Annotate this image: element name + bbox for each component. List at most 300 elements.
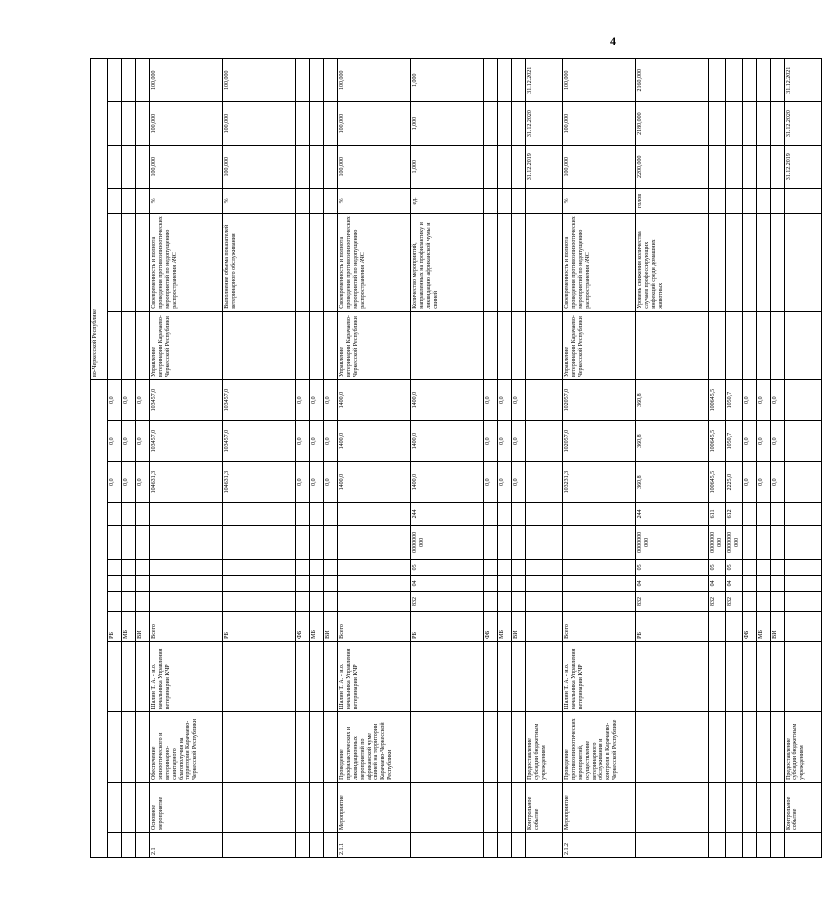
value-2019-cell: 104631,3 [150, 462, 223, 503]
executor-cell [484, 311, 498, 379]
responsible-cell [770, 641, 784, 712]
pr-cell [742, 559, 756, 575]
table-row [512, 59, 526, 858]
name-cell [324, 712, 338, 783]
target-2021-cell [725, 59, 742, 102]
csr-cell [563, 525, 636, 559]
target-2019-cell [725, 145, 742, 188]
responsible-cell [310, 641, 324, 712]
csr-cell [338, 525, 411, 559]
target-2019-cell: 31.12.2019 [526, 145, 563, 188]
target-2019-cell: 2200,000 [636, 145, 709, 188]
target-2021-cell: 1,000 [411, 59, 484, 102]
target-2021-cell: 100,000 [563, 59, 636, 102]
target-2020-cell: 31.12.2020 [526, 102, 563, 145]
value-2019-cell: 1400,0 [338, 462, 411, 503]
grbs-cell [526, 591, 563, 611]
vr-cell [122, 503, 136, 526]
pr-cell [310, 559, 324, 575]
value-2020-cell: 0,0 [324, 421, 338, 462]
source-cell: ВИ [512, 612, 526, 642]
target-2019-cell: 100,000 [338, 145, 411, 188]
indicator-cell [742, 213, 756, 311]
target-2019-cell [136, 145, 150, 188]
name-cell: Обеспечение эпизоотического и ветеринарно-санитарного благополучия на территории Карачаево-Черкесской Республики [150, 712, 223, 783]
rz-cell: 04 [636, 575, 709, 591]
csr-cell: 0000000 000 [411, 525, 484, 559]
pr-cell: 05 [411, 559, 484, 575]
vr-cell [108, 503, 122, 526]
table-row [756, 59, 770, 858]
grbs-cell [310, 591, 324, 611]
csr-cell [770, 525, 784, 559]
responsible-cell [324, 641, 338, 712]
pr-cell: 05 [709, 559, 726, 575]
type-cell [709, 782, 726, 832]
num-cell [122, 832, 136, 857]
pr-cell [770, 559, 784, 575]
source-cell [526, 612, 563, 642]
vr-cell: 612 [725, 503, 742, 526]
executor-cell [122, 311, 136, 379]
grbs-cell [770, 591, 784, 611]
source-cell: ВИ [770, 612, 784, 642]
csr-cell [108, 525, 122, 559]
grbs-cell [223, 591, 296, 611]
value-2019-cell: 103231,3 [563, 462, 636, 503]
table-row [136, 59, 150, 858]
pr-cell [756, 559, 770, 575]
target-2021-cell [136, 59, 150, 102]
rz-cell [742, 575, 756, 591]
num-cell [411, 832, 484, 857]
executor-cell [770, 311, 784, 379]
grbs-cell [338, 591, 411, 611]
target-2019-cell: 1,000 [411, 145, 484, 188]
vr-cell [310, 503, 324, 526]
vr-cell [770, 503, 784, 526]
responsible-cell [296, 641, 310, 712]
value-2020-cell [784, 421, 821, 462]
type-cell [324, 782, 338, 832]
target-2021-cell: 31.12.2021 [784, 59, 821, 102]
rz-cell: 04 [709, 575, 726, 591]
vr-cell [512, 503, 526, 526]
name-cell: Проведение профилактических и ликвидационных мероприятий по африканской чуме свиней на территории Карачаево-Черкесской Республики [338, 712, 411, 783]
type-cell [770, 782, 784, 832]
indicator-cell [512, 213, 526, 311]
value-2019-cell [784, 462, 821, 503]
type-cell: Основное мероприятие [150, 782, 223, 832]
csr-cell: 0000000 000 [636, 525, 709, 559]
header-text: во-Черкесской Республике [91, 59, 108, 380]
target-2021-cell [709, 59, 726, 102]
value-2019-cell: 104631,3 [223, 462, 296, 503]
pr-cell [108, 559, 122, 575]
table-row [338, 59, 411, 858]
executor-cell [756, 311, 770, 379]
name-cell [742, 712, 756, 783]
csr-cell: 0000000 000 [725, 525, 742, 559]
indicator-cell: Выполнение объема показателей ветеринарного обслуживания [223, 213, 296, 311]
num-cell: 2.1.2 [563, 832, 636, 857]
vr-cell [498, 503, 512, 526]
value-2021-cell: 360,8 [636, 380, 709, 421]
table-row [742, 59, 756, 858]
source-cell: РБ [636, 612, 709, 642]
value-2019-cell: 360,8 [636, 462, 709, 503]
value-2021-cell: 1400,0 [411, 380, 484, 421]
value-2021-cell: 0,0 [136, 380, 150, 421]
name-cell: Предоставление субсидии бюджетным учреждениям [784, 712, 821, 783]
csr-cell [296, 525, 310, 559]
target-2020-cell [122, 102, 136, 145]
unit-cell [770, 188, 784, 213]
target-2020-cell: 100,000 [563, 102, 636, 145]
responsible-cell [411, 641, 484, 712]
table-row [108, 59, 122, 858]
target-2020-cell: 100,000 [223, 102, 296, 145]
value-2020-cell: 1400,0 [338, 421, 411, 462]
header-row [91, 59, 108, 858]
target-2020-cell [108, 102, 122, 145]
num-cell [784, 832, 821, 857]
rz-cell [498, 575, 512, 591]
csr-cell [742, 525, 756, 559]
rz-cell [136, 575, 150, 591]
source-cell: МБ [122, 612, 136, 642]
type-cell [512, 782, 526, 832]
csr-cell [136, 525, 150, 559]
source-cell [725, 612, 742, 642]
value-2021-cell: 0,0 [770, 380, 784, 421]
value-2020-cell: 103457,0 [150, 421, 223, 462]
type-cell [310, 782, 324, 832]
unit-cell [526, 188, 563, 213]
value-2019-cell: 0,0 [324, 462, 338, 503]
source-cell: ВИ [136, 612, 150, 642]
rz-cell [150, 575, 223, 591]
num-cell [709, 832, 726, 857]
name-cell [484, 712, 498, 783]
target-2019-cell [108, 145, 122, 188]
table-row [484, 59, 498, 858]
source-cell: МБ [756, 612, 770, 642]
value-2021-cell: 1400,0 [338, 380, 411, 421]
target-2021-cell [122, 59, 136, 102]
unit-cell [709, 188, 726, 213]
name-cell [770, 712, 784, 783]
unit-cell [310, 188, 324, 213]
vr-cell [324, 503, 338, 526]
vr-cell [296, 503, 310, 526]
unit-cell: % [150, 188, 223, 213]
pr-cell [563, 559, 636, 575]
target-2019-cell [484, 145, 498, 188]
name-cell [411, 712, 484, 783]
executor-cell [725, 311, 742, 379]
type-cell: Мероприятие [563, 782, 636, 832]
target-2019-cell [324, 145, 338, 188]
value-2019-cell: 0,0 [498, 462, 512, 503]
target-2020-cell [742, 102, 756, 145]
type-cell [122, 782, 136, 832]
table-row [498, 59, 512, 858]
table-row [150, 59, 223, 858]
unit-cell: % [223, 188, 296, 213]
value-2021-cell: 0,0 [742, 380, 756, 421]
table-row [324, 59, 338, 858]
executor-cell [526, 311, 563, 379]
target-2021-cell: 31.12.2021 [526, 59, 563, 102]
executor-cell [310, 311, 324, 379]
value-2019-cell: 0,0 [512, 462, 526, 503]
value-2021-cell: 0,0 [324, 380, 338, 421]
value-2019-cell: 1400,0 [411, 462, 484, 503]
grbs-cell [756, 591, 770, 611]
executor-cell: Управление ветеринарии Карачаево-Черкесской Республики [150, 311, 223, 379]
table-row [770, 59, 784, 858]
target-2019-cell [122, 145, 136, 188]
grbs-cell: 832 [411, 591, 484, 611]
vr-cell [742, 503, 756, 526]
name-cell [310, 712, 324, 783]
source-cell: ФБ [296, 612, 310, 642]
target-2021-cell [108, 59, 122, 102]
num-cell: 2.1 [150, 832, 223, 857]
value-2019-cell: 0,0 [756, 462, 770, 503]
name-cell: Проведение противоэпизоотических мероприятий, осуществление ветеринарного обслуживания и контроля в Карачаево-Черкесской Республике [563, 712, 636, 783]
target-2021-cell [742, 59, 756, 102]
table-row [223, 59, 296, 858]
executor-cell [296, 311, 310, 379]
unit-cell [725, 188, 742, 213]
source-cell: Всего [338, 612, 411, 642]
value-2020-cell: 100645,5 [709, 421, 726, 462]
source-cell: РБ [108, 612, 122, 642]
name-cell [709, 712, 726, 783]
pr-cell [526, 559, 563, 575]
vr-cell [756, 503, 770, 526]
executor-cell [784, 311, 821, 379]
source-cell: ВИ [324, 612, 338, 642]
type-cell [223, 782, 296, 832]
csr-cell [122, 525, 136, 559]
table-row [725, 59, 742, 858]
rotated-table-wrapper [90, 58, 806, 858]
responsible-cell [512, 641, 526, 712]
vr-cell [338, 503, 411, 526]
pr-cell [296, 559, 310, 575]
target-2021-cell [484, 59, 498, 102]
source-cell: РБ [411, 612, 484, 642]
type-cell [756, 782, 770, 832]
target-2019-cell [498, 145, 512, 188]
target-2019-cell [770, 145, 784, 188]
executor-cell: Управление ветеринарии Карачаево-Черкесской Республики [563, 311, 636, 379]
value-2021-cell: 0,0 [756, 380, 770, 421]
responsible-cell [223, 641, 296, 712]
value-2021-cell: 102057,0 [563, 380, 636, 421]
pr-cell [223, 559, 296, 575]
num-cell [742, 832, 756, 857]
value-2020-cell: 102057,0 [563, 421, 636, 462]
rz-cell [338, 575, 411, 591]
executor-cell [636, 311, 709, 379]
indicator-cell [484, 213, 498, 311]
vr-cell: 244 [636, 503, 709, 526]
unit-cell [136, 188, 150, 213]
vr-cell [223, 503, 296, 526]
indicator-cell [296, 213, 310, 311]
value-2019-cell [526, 462, 563, 503]
target-2019-cell: 100,000 [563, 145, 636, 188]
table-row [526, 59, 563, 858]
type-cell: Мероприятие [338, 782, 411, 832]
vr-cell [150, 503, 223, 526]
table-row [296, 59, 310, 858]
num-cell [484, 832, 498, 857]
grbs-cell [484, 591, 498, 611]
value-2020-cell: 0,0 [770, 421, 784, 462]
target-2020-cell [310, 102, 324, 145]
vr-cell: 611 [709, 503, 726, 526]
unit-cell: % [338, 188, 411, 213]
rz-cell [310, 575, 324, 591]
source-cell: ФБ [484, 612, 498, 642]
grbs-cell [512, 591, 526, 611]
type-cell [296, 782, 310, 832]
csr-cell [324, 525, 338, 559]
value-2021-cell: 0,0 [498, 380, 512, 421]
csr-cell [512, 525, 526, 559]
name-cell [108, 712, 122, 783]
target-2020-cell [498, 102, 512, 145]
value-2020-cell: 0,0 [310, 421, 324, 462]
rz-cell: 04 [411, 575, 484, 591]
target-2019-cell: 31.12.2019 [784, 145, 821, 188]
executor-cell [136, 311, 150, 379]
value-2019-cell: 0,0 [742, 462, 756, 503]
target-2021-cell: 100,000 [338, 59, 411, 102]
responsible-cell [136, 641, 150, 712]
value-2020-cell: 0,0 [136, 421, 150, 462]
vr-cell [563, 503, 636, 526]
source-cell: МБ [310, 612, 324, 642]
value-2021-cell: 103457,0 [223, 380, 296, 421]
pr-cell [484, 559, 498, 575]
responsible-cell [742, 641, 756, 712]
csr-cell [484, 525, 498, 559]
target-2020-cell [512, 102, 526, 145]
responsible-cell [756, 641, 770, 712]
value-2020-cell: 1400,0 [411, 421, 484, 462]
responsible-cell [526, 641, 563, 712]
target-2021-cell [324, 59, 338, 102]
num-cell [310, 832, 324, 857]
indicator-cell [324, 213, 338, 311]
value-2019-cell: 0,0 [296, 462, 310, 503]
value-2019-cell: 0,0 [136, 462, 150, 503]
pr-cell: 05 [636, 559, 709, 575]
type-cell [742, 782, 756, 832]
value-2020-cell: 0,0 [108, 421, 122, 462]
num-cell [324, 832, 338, 857]
rz-cell [223, 575, 296, 591]
unit-cell [756, 188, 770, 213]
value-2021-cell: 0,0 [108, 380, 122, 421]
indicator-cell [526, 213, 563, 311]
target-2020-cell: 100,000 [150, 102, 223, 145]
rz-cell [526, 575, 563, 591]
source-cell: ФБ [742, 612, 756, 642]
rz-cell [324, 575, 338, 591]
responsible-cell [709, 641, 726, 712]
value-2019-cell: 0,0 [310, 462, 324, 503]
value-2021-cell: 0,0 [512, 380, 526, 421]
target-2021-cell [296, 59, 310, 102]
pr-cell: 05 [725, 559, 742, 575]
target-2019-cell [742, 145, 756, 188]
value-2020-cell: 0,0 [742, 421, 756, 462]
name-cell [223, 712, 296, 783]
indicator-cell [756, 213, 770, 311]
responsible-cell [725, 641, 742, 712]
executor-cell [411, 311, 484, 379]
csr-cell [223, 525, 296, 559]
unit-cell [296, 188, 310, 213]
source-cell [784, 612, 821, 642]
responsible-cell: Шалин Т. А. - и.о. начальника Управления ветеринарии КЧР [338, 641, 411, 712]
value-2021-cell [784, 380, 821, 421]
value-2020-cell [526, 421, 563, 462]
type-cell: Контрольное событие [526, 782, 563, 832]
indicator-cell [498, 213, 512, 311]
page-number: 4 [610, 34, 616, 48]
responsible-cell: Шалин Т. А. - и.о. начальника Управления ветеринарии КЧР [150, 641, 223, 712]
indicator-cell [784, 213, 821, 311]
responsible-cell [498, 641, 512, 712]
value-2021-cell: 0,0 [484, 380, 498, 421]
unit-cell [512, 188, 526, 213]
grbs-cell: 832 [725, 591, 742, 611]
rz-cell [512, 575, 526, 591]
executor-cell [108, 311, 122, 379]
target-2019-cell: 100,000 [223, 145, 296, 188]
table-row [310, 59, 324, 858]
type-cell [484, 782, 498, 832]
grbs-cell [136, 591, 150, 611]
executor-cell [709, 311, 726, 379]
grbs-cell [324, 591, 338, 611]
executor-cell [324, 311, 338, 379]
type-cell [498, 782, 512, 832]
target-2021-cell: 100,000 [223, 59, 296, 102]
target-2019-cell [296, 145, 310, 188]
responsible-cell [484, 641, 498, 712]
pr-cell [784, 559, 821, 575]
unit-cell: % [563, 188, 636, 213]
table-row [636, 59, 709, 858]
target-2021-cell: 2160,000 [636, 59, 709, 102]
indicator-cell [709, 213, 726, 311]
vr-cell [484, 503, 498, 526]
target-2020-cell [296, 102, 310, 145]
value-2020-cell: 0,0 [512, 421, 526, 462]
grbs-cell: 832 [709, 591, 726, 611]
unit-cell [122, 188, 136, 213]
executor-cell [223, 311, 296, 379]
